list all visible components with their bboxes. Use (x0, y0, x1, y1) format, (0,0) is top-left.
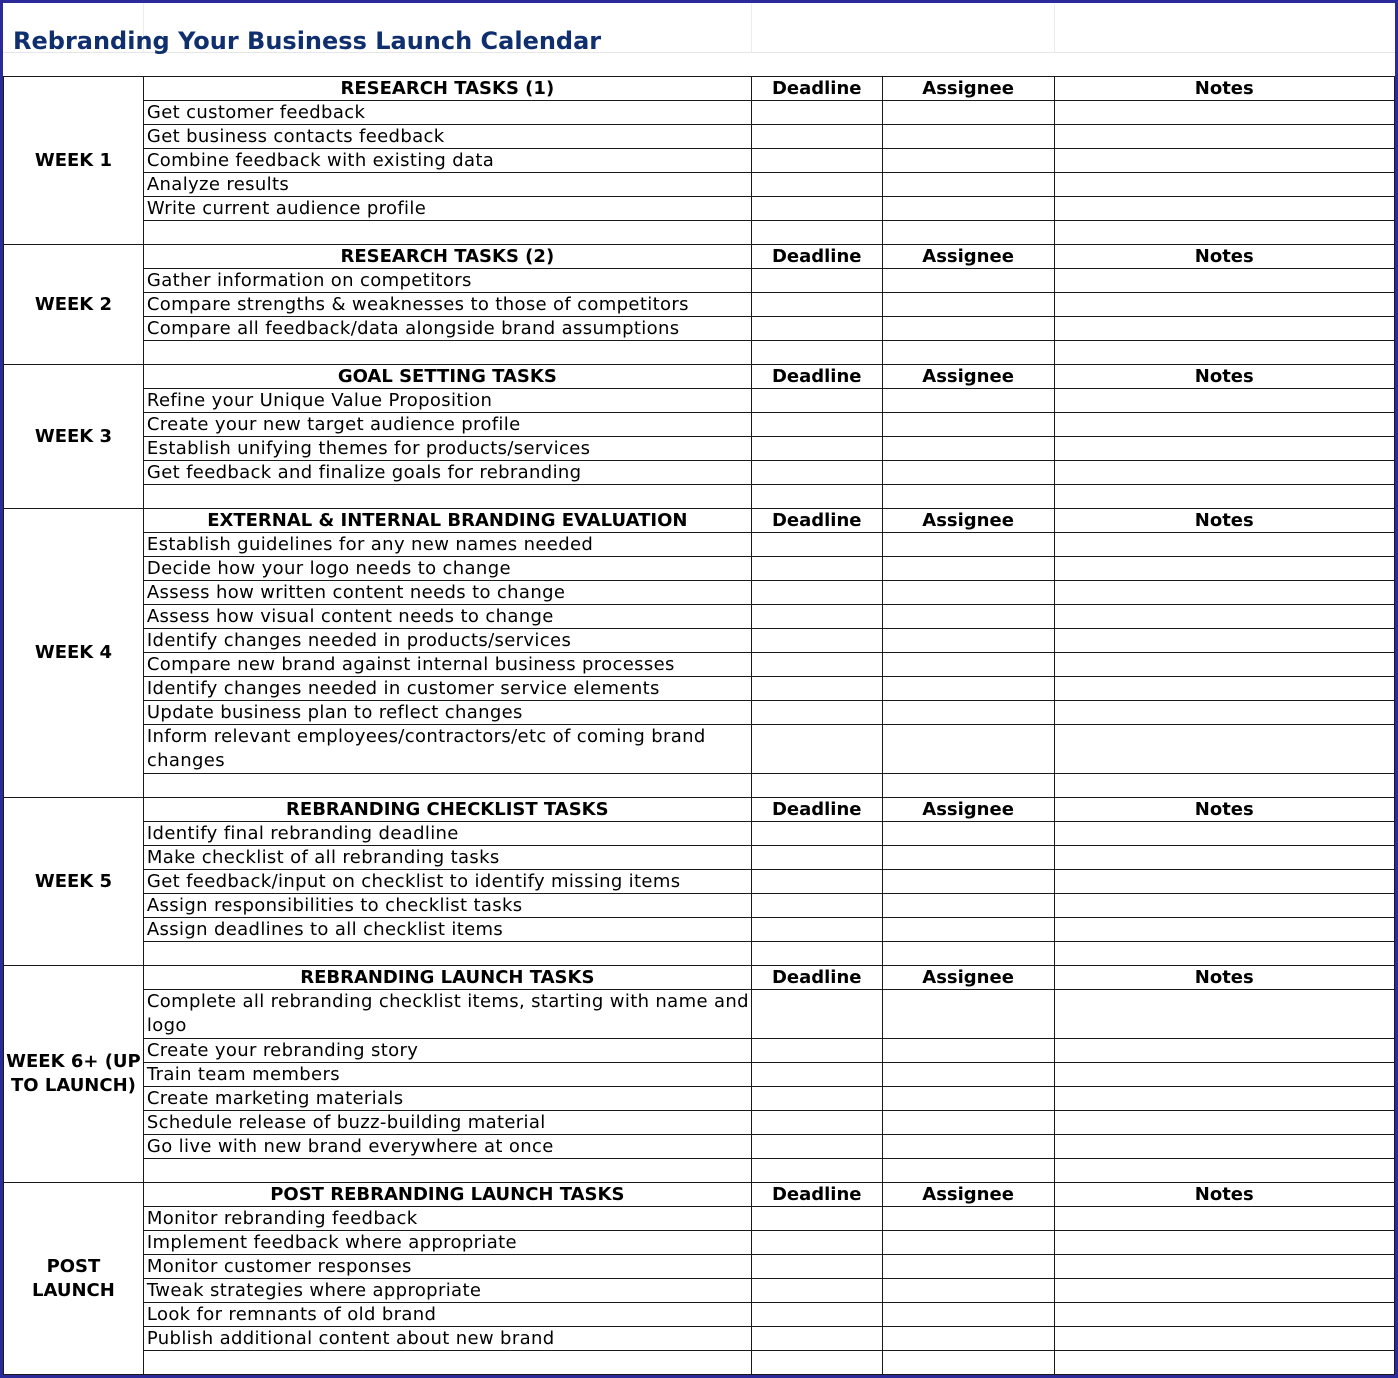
deadline-cell[interactable] (751, 1303, 882, 1327)
task-cell[interactable]: Publish additional content about new brand (143, 1327, 751, 1351)
task-row (4, 677, 1395, 701)
assignee-cell[interactable] (882, 942, 1054, 966)
assignee-cell[interactable] (882, 389, 1054, 413)
assignee-cell[interactable] (882, 341, 1054, 365)
notes-cell[interactable] (1054, 557, 1394, 581)
deadline-cell[interactable] (751, 317, 882, 341)
notes-column-header: Notes (1054, 1183, 1394, 1207)
blank-row (4, 1159, 1395, 1183)
notes-cell[interactable] (1054, 101, 1394, 125)
deadline-cell[interactable] (751, 894, 882, 918)
task-row (4, 1303, 1395, 1327)
task-cell[interactable] (143, 221, 751, 245)
task-row (4, 317, 1395, 341)
assignee-column-header: Assignee (882, 1183, 1054, 1207)
assignee-cell[interactable] (882, 1039, 1054, 1063)
notes-cell[interactable] (1054, 1063, 1394, 1087)
task-cell[interactable] (143, 774, 751, 798)
notes-cell[interactable] (1054, 1327, 1394, 1351)
assignee-cell[interactable] (882, 1255, 1054, 1279)
notes-cell[interactable] (1054, 990, 1394, 1039)
notes-cell[interactable] (1054, 1135, 1394, 1159)
notes-cell[interactable] (1054, 221, 1394, 245)
deadline-cell[interactable] (751, 413, 882, 437)
task-cell[interactable]: Update business plan to reflect changes (143, 701, 751, 725)
section-heading: REBRANDING LAUNCH TASKS (143, 966, 751, 990)
assignee-cell[interactable] (882, 317, 1054, 341)
task-row (4, 293, 1395, 317)
task-row (4, 581, 1395, 605)
task-cell[interactable]: Write current audience profile (143, 197, 751, 221)
notes-cell[interactable] (1054, 677, 1394, 701)
assignee-cell[interactable] (882, 822, 1054, 846)
deadline-cell[interactable] (751, 1135, 882, 1159)
task-row (4, 437, 1395, 461)
task-cell[interactable] (143, 1159, 751, 1183)
task-cell[interactable]: Create your new target audience profile (143, 413, 751, 437)
assignee-cell[interactable] (882, 173, 1054, 197)
notes-cell[interactable] (1054, 437, 1394, 461)
task-cell[interactable]: Implement feedback where appropriate (143, 1231, 751, 1255)
task-row (4, 101, 1395, 125)
page-title: Rebranding Your Business Launch Calendar (13, 27, 602, 55)
task-cell[interactable]: Get business contacts feedback (143, 125, 751, 149)
task-row (4, 1279, 1395, 1303)
assignee-column-header: Assignee (882, 365, 1054, 389)
assignee-cell[interactable] (882, 1087, 1054, 1111)
section-heading: GOAL SETTING TASKS (143, 365, 751, 389)
notes-cell[interactable] (1054, 701, 1394, 725)
task-cell[interactable]: Get feedback and finalize goals for rebranding (143, 461, 751, 485)
notes-cell[interactable] (1054, 774, 1394, 798)
section-header-row (4, 77, 1395, 101)
task-cell[interactable] (143, 341, 751, 365)
notes-cell[interactable] (1054, 317, 1394, 341)
assignee-cell[interactable] (882, 774, 1054, 798)
notes-column-header: Notes (1054, 245, 1394, 269)
deadline-column-header: Deadline (751, 245, 882, 269)
task-cell[interactable]: Assess how written content needs to change (143, 581, 751, 605)
deadline-column-header: Deadline (751, 365, 882, 389)
assignee-cell[interactable] (882, 269, 1054, 293)
task-row (4, 629, 1395, 653)
notes-cell[interactable] (1054, 1231, 1394, 1255)
section-header-row (4, 966, 1395, 990)
deadline-cell[interactable] (751, 701, 882, 725)
deadline-cell[interactable] (751, 822, 882, 846)
deadline-cell[interactable] (751, 725, 882, 774)
deadline-cell[interactable] (751, 1231, 882, 1255)
task-row (4, 846, 1395, 870)
blank-row (4, 221, 1395, 245)
assignee-cell[interactable] (882, 485, 1054, 509)
assignee-cell[interactable] (882, 918, 1054, 942)
task-row (4, 125, 1395, 149)
assignee-column-header: Assignee (882, 77, 1054, 101)
notes-cell[interactable] (1054, 918, 1394, 942)
assignee-cell[interactable] (882, 1351, 1054, 1375)
assignee-cell[interactable] (882, 990, 1054, 1039)
task-row (4, 413, 1395, 437)
notes-cell[interactable] (1054, 725, 1394, 774)
task-cell[interactable]: Analyze results (143, 173, 751, 197)
deadline-cell[interactable] (751, 101, 882, 125)
week-label: POST LAUNCH (4, 1183, 144, 1375)
section-header-row (4, 509, 1395, 533)
section-header-row (4, 1183, 1395, 1207)
deadline-cell[interactable] (751, 942, 882, 966)
blank-row (4, 1351, 1395, 1375)
assignee-cell[interactable] (882, 677, 1054, 701)
assignee-column-header: Assignee (882, 966, 1054, 990)
assignee-cell[interactable] (882, 629, 1054, 653)
deadline-cell[interactable] (751, 197, 882, 221)
deadline-cell[interactable] (751, 846, 882, 870)
notes-cell[interactable] (1054, 173, 1394, 197)
task-cell[interactable]: Train team members (143, 1063, 751, 1087)
notes-cell[interactable] (1054, 293, 1394, 317)
task-cell[interactable]: Make checklist of all rebranding tasks (143, 846, 751, 870)
notes-cell[interactable] (1054, 341, 1394, 365)
assignee-cell[interactable] (882, 461, 1054, 485)
notes-cell[interactable] (1054, 1111, 1394, 1135)
task-cell[interactable]: Monitor rebranding feedback (143, 1207, 751, 1231)
task-row (4, 557, 1395, 581)
blank-row (4, 485, 1395, 509)
deadline-column-header: Deadline (751, 509, 882, 533)
deadline-cell[interactable] (751, 653, 882, 677)
deadline-cell[interactable] (751, 918, 882, 942)
task-cell[interactable]: Assign deadlines to all checklist items (143, 918, 751, 942)
assignee-cell[interactable] (882, 1303, 1054, 1327)
deadline-cell[interactable] (751, 269, 882, 293)
assignee-cell[interactable] (882, 1135, 1054, 1159)
notes-cell[interactable] (1054, 485, 1394, 509)
assignee-cell[interactable] (882, 1207, 1054, 1231)
notes-cell[interactable] (1054, 1279, 1394, 1303)
notes-cell[interactable] (1054, 846, 1394, 870)
task-cell[interactable]: Combine feedback with existing data (143, 149, 751, 173)
assignee-cell[interactable] (882, 870, 1054, 894)
blank-row (4, 341, 1395, 365)
assignee-cell[interactable] (882, 846, 1054, 870)
notes-cell[interactable] (1054, 1255, 1394, 1279)
task-row (4, 990, 1395, 1039)
deadline-cell[interactable] (751, 149, 882, 173)
task-cell[interactable]: Establish unifying themes for products/services (143, 437, 751, 461)
notes-cell[interactable] (1054, 533, 1394, 557)
task-row (4, 269, 1395, 293)
notes-cell[interactable] (1054, 822, 1394, 846)
blank-row (4, 942, 1395, 966)
notes-cell[interactable] (1054, 461, 1394, 485)
assignee-cell[interactable] (882, 701, 1054, 725)
task-cell[interactable]: Complete all rebranding checklist items, starting with name and logo (143, 990, 751, 1039)
task-row (4, 533, 1395, 557)
week-label: WEEK 3 (4, 365, 144, 509)
task-cell[interactable]: Compare strengths & weaknesses to those of competitors (143, 293, 751, 317)
task-row (4, 918, 1395, 942)
task-cell[interactable]: Identify changes needed in products/services (143, 629, 751, 653)
section-header-row (4, 798, 1395, 822)
assignee-cell[interactable] (882, 293, 1054, 317)
task-row (4, 1255, 1395, 1279)
task-row (4, 701, 1395, 725)
section-heading: REBRANDING CHECKLIST TASKS (143, 798, 751, 822)
notes-cell[interactable] (1054, 389, 1394, 413)
task-cell[interactable]: Decide how your logo needs to change (143, 557, 751, 581)
deadline-cell[interactable] (751, 293, 882, 317)
deadline-cell[interactable] (751, 485, 882, 509)
deadline-cell[interactable] (751, 990, 882, 1039)
week-label: WEEK 4 (4, 509, 144, 798)
notes-column-header: Notes (1054, 966, 1394, 990)
assignee-cell[interactable] (882, 101, 1054, 125)
deadline-cell[interactable] (751, 870, 882, 894)
notes-cell[interactable] (1054, 1039, 1394, 1063)
section-heading: RESEARCH TASKS (2) (143, 245, 751, 269)
assignee-cell[interactable] (882, 1159, 1054, 1183)
deadline-cell[interactable] (751, 533, 882, 557)
notes-cell[interactable] (1054, 197, 1394, 221)
task-row (4, 1111, 1395, 1135)
deadline-cell[interactable] (751, 1279, 882, 1303)
task-cell[interactable] (143, 485, 751, 509)
task-row (4, 1063, 1395, 1087)
assignee-cell[interactable] (882, 725, 1054, 774)
deadline-column-header: Deadline (751, 966, 882, 990)
notes-cell[interactable] (1054, 149, 1394, 173)
task-row (4, 870, 1395, 894)
deadline-cell[interactable] (751, 581, 882, 605)
deadline-column-header: Deadline (751, 798, 882, 822)
notes-cell[interactable] (1054, 1303, 1394, 1327)
blank-row (4, 774, 1395, 798)
task-cell[interactable]: Go live with new brand everywhere at once (143, 1135, 751, 1159)
week-label: WEEK 5 (4, 798, 144, 966)
task-cell[interactable]: Get feedback/input on checklist to identify missing items (143, 870, 751, 894)
assignee-cell[interactable] (882, 653, 1054, 677)
task-cell[interactable]: Inform relevant employees/contractors/etc of coming brand changes (143, 725, 751, 774)
assignee-cell[interactable] (882, 605, 1054, 629)
title-row-gridline (751, 3, 752, 53)
deadline-cell[interactable] (751, 1111, 882, 1135)
task-cell[interactable]: Monitor customer responses (143, 1255, 751, 1279)
deadline-cell[interactable] (751, 1351, 882, 1375)
task-cell[interactable]: Compare new brand against internal business processes (143, 653, 751, 677)
notes-cell[interactable] (1054, 581, 1394, 605)
deadline-cell[interactable] (751, 1087, 882, 1111)
assignee-cell[interactable] (882, 1279, 1054, 1303)
task-cell[interactable]: Gather information on competitors (143, 269, 751, 293)
assignee-cell[interactable] (882, 1231, 1054, 1255)
task-row (4, 149, 1395, 173)
assignee-cell[interactable] (882, 197, 1054, 221)
task-row (4, 1231, 1395, 1255)
deadline-cell[interactable] (751, 461, 882, 485)
section-heading: POST REBRANDING LAUNCH TASKS (143, 1183, 751, 1207)
task-cell[interactable]: Look for remnants of old brand (143, 1303, 751, 1327)
deadline-cell[interactable] (751, 774, 882, 798)
task-row (4, 461, 1395, 485)
deadline-column-header: Deadline (751, 1183, 882, 1207)
assignee-cell[interactable] (882, 1327, 1054, 1351)
task-cell[interactable]: Assign responsibilities to checklist tasks (143, 894, 751, 918)
notes-column-header: Notes (1054, 509, 1394, 533)
deadline-cell[interactable] (751, 125, 882, 149)
notes-cell[interactable] (1054, 870, 1394, 894)
notes-column-header: Notes (1054, 77, 1394, 101)
deadline-cell[interactable] (751, 437, 882, 461)
week-label: WEEK 6+ (UP TO LAUNCH) (4, 966, 144, 1183)
notes-cell[interactable] (1054, 605, 1394, 629)
deadline-cell[interactable] (751, 1207, 882, 1231)
task-row (4, 1087, 1395, 1111)
deadline-cell[interactable] (751, 677, 882, 701)
task-row (4, 1207, 1395, 1231)
task-cell[interactable] (143, 1351, 751, 1375)
deadline-cell[interactable] (751, 1327, 882, 1351)
deadline-cell[interactable] (751, 173, 882, 197)
task-row (4, 173, 1395, 197)
section-header-row (4, 365, 1395, 389)
task-cell[interactable]: Establish guidelines for any new names needed (143, 533, 751, 557)
assignee-cell[interactable] (882, 221, 1054, 245)
deadline-cell[interactable] (751, 605, 882, 629)
deadline-cell[interactable] (751, 629, 882, 653)
deadline-cell[interactable] (751, 1063, 882, 1087)
deadline-cell[interactable] (751, 557, 882, 581)
deadline-cell[interactable] (751, 1159, 882, 1183)
task-cell[interactable]: Create your rebranding story (143, 1039, 751, 1063)
notes-column-header: Notes (1054, 365, 1394, 389)
assignee-cell[interactable] (882, 581, 1054, 605)
assignee-cell[interactable] (882, 894, 1054, 918)
notes-cell[interactable] (1054, 1087, 1394, 1111)
notes-cell[interactable] (1054, 1351, 1394, 1375)
assignee-column-header: Assignee (882, 798, 1054, 822)
week-label: WEEK 1 (4, 77, 144, 245)
deadline-column-header: Deadline (751, 77, 882, 101)
task-row (4, 1327, 1395, 1351)
task-cell[interactable]: Tweak strategies where appropriate (143, 1279, 751, 1303)
launch-calendar-table (3, 76, 1395, 1375)
deadline-cell[interactable] (751, 221, 882, 245)
notes-cell[interactable] (1054, 653, 1394, 677)
title-row-gridline (1054, 3, 1055, 53)
task-row (4, 1135, 1395, 1159)
task-cell[interactable] (143, 942, 751, 966)
task-row (4, 822, 1395, 846)
deadline-cell[interactable] (751, 389, 882, 413)
assignee-cell[interactable] (882, 1063, 1054, 1087)
notes-cell[interactable] (1054, 1207, 1394, 1231)
assignee-column-header: Assignee (882, 245, 1054, 269)
assignee-cell[interactable] (882, 557, 1054, 581)
section-heading: RESEARCH TASKS (1) (143, 77, 751, 101)
assignee-cell[interactable] (882, 437, 1054, 461)
task-row (4, 653, 1395, 677)
section-header-row (4, 245, 1395, 269)
assignee-cell[interactable] (882, 533, 1054, 557)
assignee-column-header: Assignee (882, 509, 1054, 533)
notes-cell[interactable] (1054, 629, 1394, 653)
task-cell[interactable]: Compare all feedback/data alongside brand assumptions (143, 317, 751, 341)
task-cell[interactable]: Get customer feedback (143, 101, 751, 125)
notes-cell[interactable] (1054, 125, 1394, 149)
task-row (4, 894, 1395, 918)
notes-cell[interactable] (1054, 1159, 1394, 1183)
task-row (4, 1039, 1395, 1063)
task-cell[interactable]: Schedule release of buzz-building material (143, 1111, 751, 1135)
notes-cell[interactable] (1054, 413, 1394, 437)
deadline-cell[interactable] (751, 1039, 882, 1063)
assignee-cell[interactable] (882, 413, 1054, 437)
section-heading: EXTERNAL & INTERNAL BRANDING EVALUATION (143, 509, 751, 533)
week-label: WEEK 2 (4, 245, 144, 365)
task-row (4, 725, 1395, 774)
assignee-cell[interactable] (882, 1111, 1054, 1135)
deadline-cell[interactable] (751, 1255, 882, 1279)
task-row (4, 197, 1395, 221)
notes-column-header: Notes (1054, 798, 1394, 822)
assignee-cell[interactable] (882, 149, 1054, 173)
task-cell[interactable]: Assess how visual content needs to change (143, 605, 751, 629)
task-cell[interactable]: Refine your Unique Value Proposition (143, 389, 751, 413)
assignee-cell[interactable] (882, 125, 1054, 149)
task-cell[interactable]: Identify final rebranding deadline (143, 822, 751, 846)
notes-cell[interactable] (1054, 942, 1394, 966)
task-cell[interactable]: Create marketing materials (143, 1087, 751, 1111)
task-row (4, 389, 1395, 413)
notes-cell[interactable] (1054, 894, 1394, 918)
deadline-cell[interactable] (751, 341, 882, 365)
task-cell[interactable]: Identify changes needed in customer service elements (143, 677, 751, 701)
task-row (4, 605, 1395, 629)
notes-cell[interactable] (1054, 269, 1394, 293)
